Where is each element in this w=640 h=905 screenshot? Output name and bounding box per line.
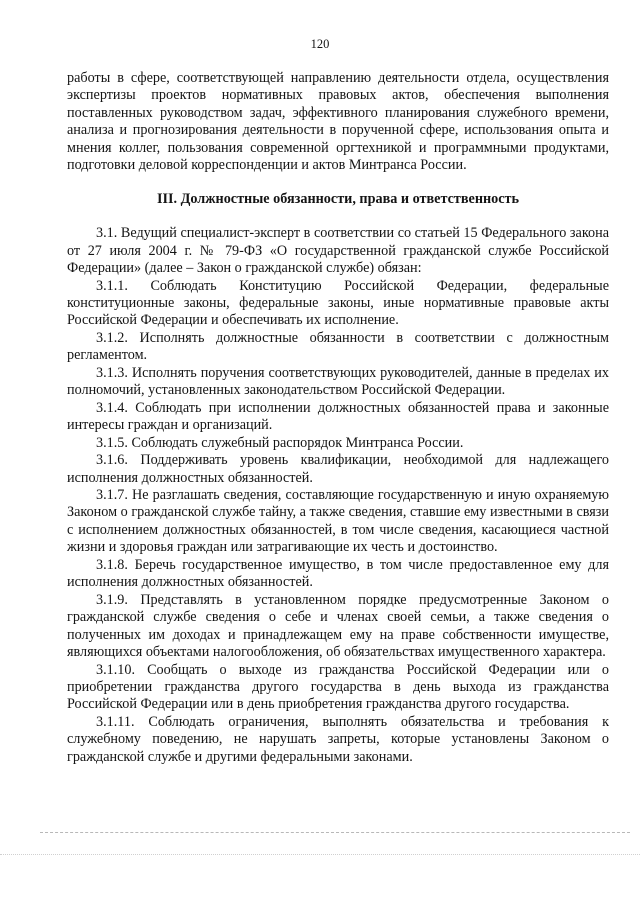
section-heading: III. Должностные обязанности, права и ответственность <box>156 190 520 207</box>
intro-paragraph: работы в сфере, соответствующей направлению деятельности отдела, осуществления экспертизы проектов нормативных правовых актов, обеспечения выполнения поставленных руководством задач, эффективного планирования служебного времени, анализа и прогнозирования деятельности в порученной сфере, использования опыта и мнения коллег, пользования современной оргтехникой и программными продуктами, подготовки деловой корреспонденции и актов Минтранса России. <box>67 70 609 174</box>
paragraph-3-1-9: 3.1.9. Представлять в установленном порядке предусмотренные Законом о гражданской службе сведения о себе и членах своей семьи, а также сведения о полученных им доходах и принадлежащем ему на праве собственности имуществе, являющихся объектами налогообложения, об обязательствах имущественного характера. <box>67 591 609 661</box>
paragraph-3-1-10: 3.1.10. Сообщать о выходе из гражданства Российской Федерации или о приобретении гражданства другого государства в день выхода из гражданства Российской Федерации или в день приобретения гражданства другого государства. <box>67 661 609 713</box>
paragraph-3-1-8: 3.1.8. Беречь государственное имущество, в том числе предоставленное ему для исполнения должностных обязанностей. <box>67 556 609 591</box>
scan-artifact-line <box>40 832 630 833</box>
paragraph-3-1-6: 3.1.6. Поддерживать уровень квалификации, необходимой для надлежащего исполнения должностных обязанностей. <box>67 452 609 486</box>
paragraph-3-1-7: 3.1.7. Не разглашать сведения, составляющие государственную и иную охраняемую Законом о гражданской службе тайну, а также сведения, ставшие ему известными в связи с исполнением должностных обязанностей, в том числе сведения, касающиеся частной жизни и здоровья граждан или затрагивающие их честь и достоинство. <box>67 486 609 556</box>
page-number: 120 <box>310 37 330 51</box>
scan-artifact-line <box>0 854 640 855</box>
document-body <box>67 70 609 766</box>
paragraph-3-1-2: 3.1.2. Исполнять должностные обязанности в соответствии с должностным регламентом. <box>67 329 609 364</box>
paragraph-3-1-4: 3.1.4. Соблюдать при исполнении должностных обязанностей права и законные интересы граждан и организаций. <box>67 399 609 434</box>
paragraph-3-1-5: 3.1.5. Соблюдать служебный распорядок Минтранса России. <box>96 434 464 451</box>
paragraph-3-1-3: 3.1.3. Исполнять поручения соответствующих руководителей, данные в пределах их полномочий, установленных законодательством Российской Федерации. <box>67 364 609 399</box>
paragraph-3-1: 3.1. Ведущий специалист-эксперт в соответствии со статьей 15 Федерального закона от 27 июля 2004 г. № 79-ФЗ «О государственной гражданской службе Российской Федерации» (далее – Закон о гражданской службе) обязан: <box>67 225 609 277</box>
paragraph-3-1-11: 3.1.11. Соблюдать ограничения, выполнять обязательства и требования к служебному поведению, не нарушать запреты, которые установлены Законом о гражданской службе и другими федеральными законами. <box>67 713 609 765</box>
paragraph-3-1-1: 3.1.1. Соблюдать Конституцию Российской Федерации, федеральные конституционные законы, федеральные законы, иные нормативные правовые акты Российской Федерации и обеспечивать их исполнение. <box>67 277 609 329</box>
